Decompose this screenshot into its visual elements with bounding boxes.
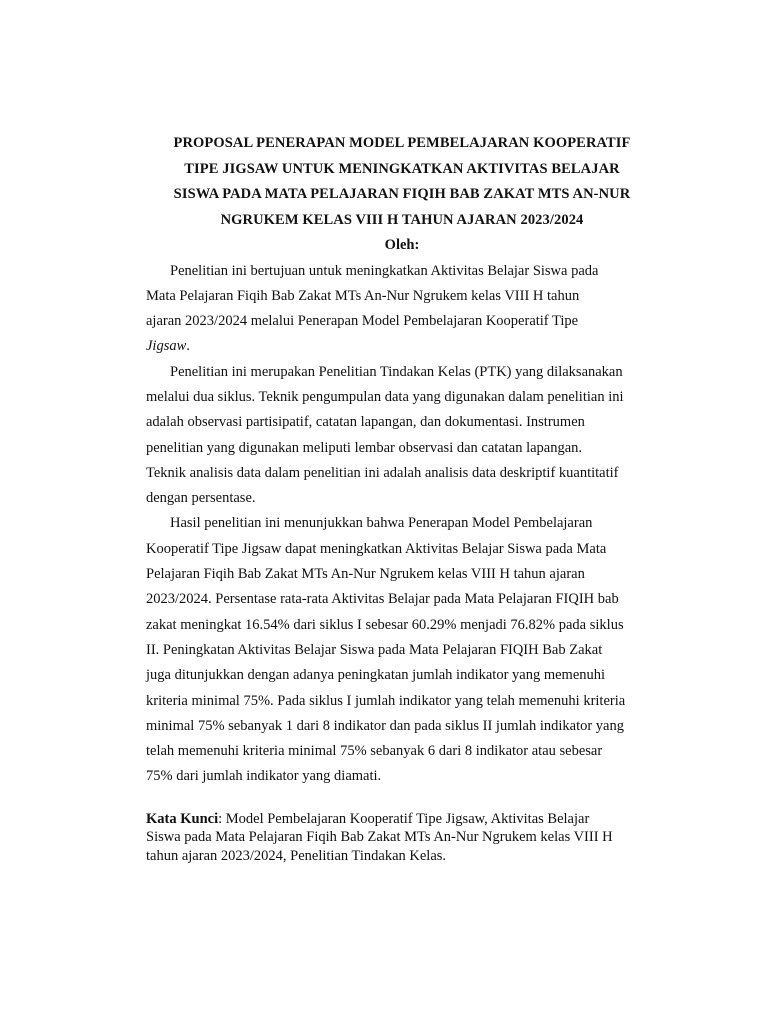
text-line: ajaran 2023/2024 melalui Penerapan Model Pembelajaran Kooperatif Tipe xyxy=(146,313,579,330)
text-line: 75% dari jumlah indikator yang diamati. xyxy=(146,768,382,785)
author-label: Oleh: xyxy=(384,237,420,253)
text-line: dengan persentase. xyxy=(146,490,256,507)
keywords-section xyxy=(146,810,658,866)
text-line: Penelitian ini merupakan Penelitian Tindakan Kelas (PTK) yang dilaksanakan xyxy=(170,363,623,380)
text-line: minimal 75% sebanyak 1 dari 8 indikator dan pada siklus II jumlah indikator yang xyxy=(146,717,624,734)
text-line: zakat meningkat 16.54% dari siklus I sebesar 60.29% menjadi 76.82% pada siklus xyxy=(146,616,624,633)
text-line: adalah observasi partisipatif, catatan lapangan, dan dokumentasi. Instrumen xyxy=(146,414,585,431)
text-line: Kooperatif Tipe Jigsaw dapat meningkatkan Aktivitas Belajar Siswa pada Mata xyxy=(146,540,607,557)
text-line: penelitian yang digunakan meliputi lembar observasi dan catatan lapangan. xyxy=(146,439,583,456)
keywords-line: Siswa pada Mata Pelajaran Fiqih Bab Zakat MTs An-Nur Ngrukem kelas VIII H xyxy=(146,829,613,846)
title-line: PROPOSAL PENERAPAN MODEL PEMBELAJARAN KOOPERATIF xyxy=(173,135,631,151)
title-line: SISWA PADA MATA PELAJARAN FIQIH BAB ZAKAT MTS AN-NUR xyxy=(173,186,631,202)
keywords-label: Kata Kunci xyxy=(146,810,219,827)
text-line: Penelitian ini bertujuan untuk meningkatkan Aktivitas Belajar Siswa pada xyxy=(170,262,599,279)
title-line: TIPE JIGSAW UNTUK MENINGKATKAN AKTIVITAS BELAJAR xyxy=(184,160,620,177)
keywords-line xyxy=(146,810,658,829)
keywords-line: tahun ajaran 2023/2024, Penelitian Tindakan Kelas. xyxy=(146,847,447,864)
text-line: Hasil penelitian ini menunjukkan bahwa Penerapan Model Pembelajaran xyxy=(170,515,593,532)
abstract-paragraph-1 xyxy=(146,259,658,360)
text-line: Teknik analisis data dalam penelitian ini adalah analisis data deskriptif kuantitatif xyxy=(146,464,619,481)
text-line: Pelajaran Fiqih Bab Zakat MTs An-Nur Ngrukem kelas VIII H tahun ajaran xyxy=(146,566,585,583)
abstract-paragraph-3 xyxy=(146,511,658,789)
text-end: . xyxy=(186,338,190,355)
document-page xyxy=(146,131,658,865)
text-line: kriteria minimal 75%. Pada siklus I jumlah indikator yang telah memenuhi kriteria xyxy=(146,692,626,709)
keywords-text: : Model Pembelajaran Kooperatif Tipe Jigsaw, Aktivitas Belajar xyxy=(218,810,590,827)
document-title xyxy=(146,131,658,233)
text-line: II. Peningkatan Aktivitas Belajar Siswa pada Mata Pelajaran FIQIH Bab Zakat xyxy=(146,641,603,658)
text-line: Mata Pelajaran Fiqih Bab Zakat MTs An-Nur Ngrukem kelas VIII H tahun xyxy=(146,287,580,304)
text-line xyxy=(146,334,658,359)
text-line: melalui dua siklus. Teknik pengumpulan data yang digunakan dalam penelitian ini xyxy=(146,388,624,405)
text-line: juga ditunjukkan dengan adanya peningkatan jumlah indikator yang memenuhi xyxy=(146,667,606,684)
italic-term: Jigsaw xyxy=(146,338,187,355)
text-line: 2023/2024. Persentase rata-rata Aktivitas Belajar pada Mata Pelajaran FIQIH bab xyxy=(146,591,619,608)
abstract-paragraph-2 xyxy=(146,360,658,512)
text-line: telah memenuhi kriteria minimal 75% sebanyak 6 dari 8 indikator atau sebesar xyxy=(146,743,603,760)
title-line: NGRUKEM KELAS VIII H TAHUN AJARAN 2023/2024 xyxy=(220,211,584,228)
